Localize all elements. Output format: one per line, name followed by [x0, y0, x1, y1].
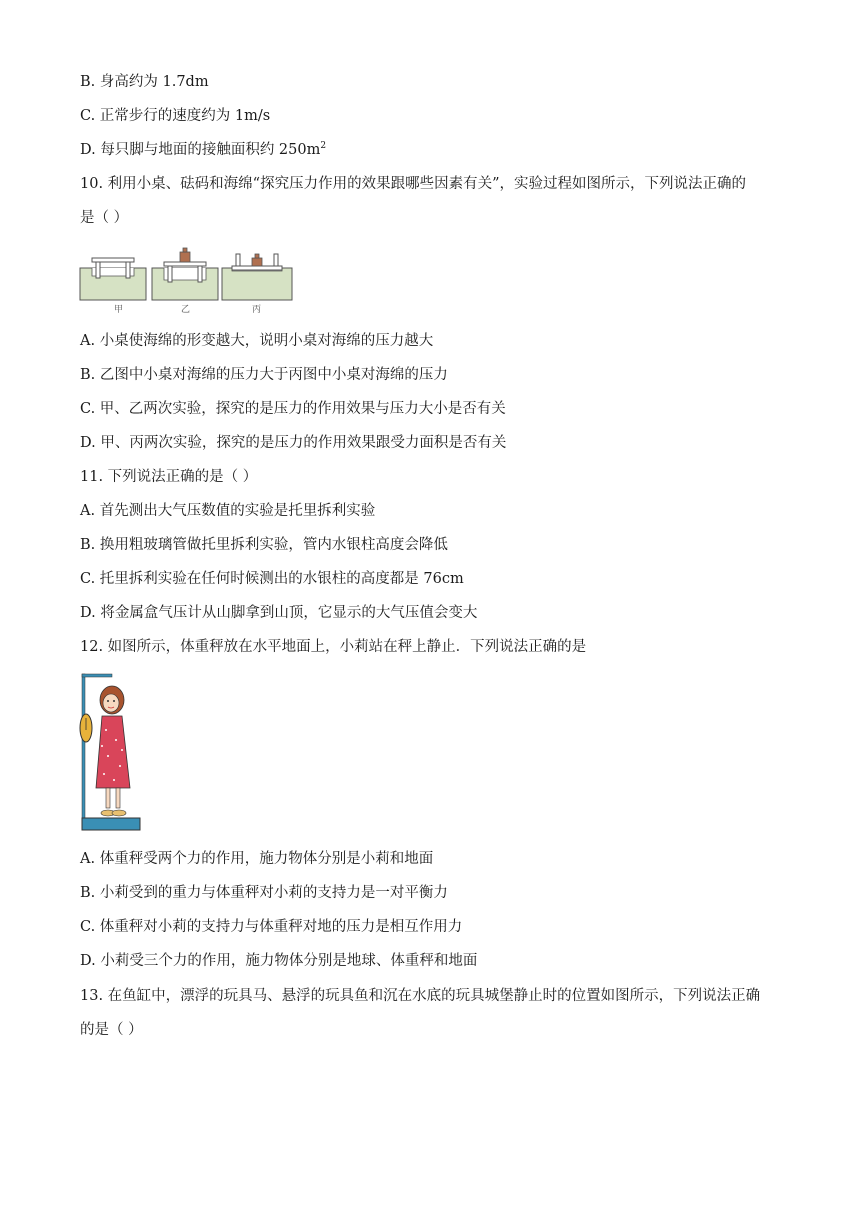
- q13-stem-line1: 13. 在鱼缸中，漂浮的玩具马、悬浮的玩具鱼和沉在水底的玩具城堡静止时的位置如图所示，下列说法正确: [80, 988, 761, 1004]
- q9-option-b: B. 身高约为 1.7dm: [80, 74, 209, 90]
- figure-label-yi: 乙: [181, 305, 191, 315]
- figure-label-bing: 丙: [252, 305, 262, 315]
- sponge-panel-bing: [222, 254, 292, 300]
- q12-option-a: A. 体重秤受两个力的作用，施力物体分别是小莉和地面: [80, 851, 434, 867]
- q11-option-b: B. 换用粗玻璃管做托里拆利实验，管内水银柱高度会降低: [80, 537, 448, 553]
- q11-option-d: D. 将金属盒气压计从山脚拿到山顶，它显示的大气压值会变大: [80, 605, 478, 621]
- q12-option-d: D. 小莉受三个力的作用，施力物体分别是地球、体重秤和地面: [80, 953, 478, 969]
- q12-weighing-scale-girl-figure: [78, 670, 144, 834]
- q12-option-c: C. 体重秤对小莉的支持力与体重秤对地的压力是相互作用力: [80, 919, 463, 935]
- superscript: 2: [320, 141, 327, 152]
- q11-option-a: A. 首先测出大气压数值的实验是托里拆利实验: [80, 503, 376, 519]
- q12-option-b: B. 小莉受到的重力与体重秤对小莉的支持力是一对平衡力: [80, 885, 448, 901]
- sponge-panel-jia: [80, 258, 146, 300]
- sponge-panel-yi: [152, 248, 218, 300]
- q11-option-c: C. 托里拆利实验在任何时候测出的水银柱的高度都是 76cm: [80, 571, 464, 587]
- q10-stem-line1: 10. 利用小桌、砝码和海绵“探究压力作用的效果跟哪些因素有关”，实验过程如图所示，下列说法正确的: [80, 176, 746, 192]
- q10-option-a: A. 小桌使海绵的形变越大，说明小桌对海绵的压力越大: [80, 333, 434, 349]
- q13-stem-line2: 的是（ ）: [80, 1022, 143, 1038]
- q10-stem-line2: 是（ ）: [80, 210, 129, 226]
- q10-option-b: B. 乙图中小桌对海绵的压力大于丙图中小桌对海绵的压力: [80, 367, 448, 383]
- q10-option-d: D. 甲、丙两次实验，探究的是压力的作用效果跟受力面积是否有关: [80, 435, 507, 451]
- q9-option-c: C. 正常步行的速度约为 1m/s: [80, 108, 271, 124]
- q9-option-d: D. 每只脚与地面的接触面积约 $250m^2$: [80, 141, 327, 158]
- figure-label-jia: 甲: [114, 305, 124, 315]
- q12-stem: 12. 如图所示，体重秤放在水平地面上，小莉站在秤上静止．下列说法正确的是: [80, 639, 587, 655]
- q11-stem: 11. 下列说法正确的是（ ）: [80, 469, 258, 485]
- q10-option-c: C. 甲、乙两次实验，探究的是压力的作用效果与压力大小是否有关: [80, 401, 506, 417]
